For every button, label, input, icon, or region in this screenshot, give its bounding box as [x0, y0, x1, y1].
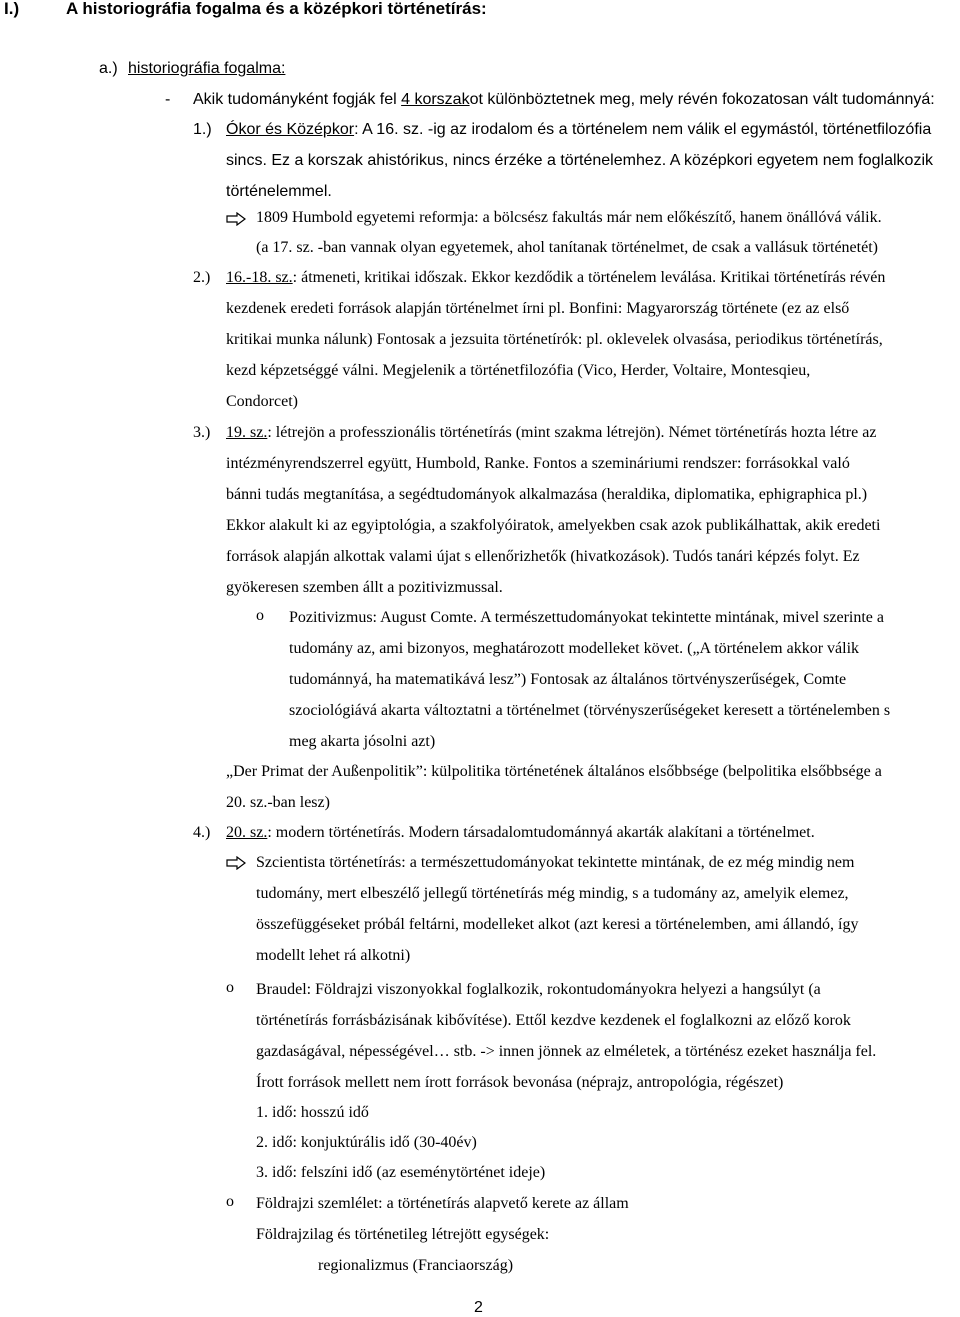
- p4-time-1: 1. idő: hosszú idő: [256, 1104, 369, 1121]
- p4-scientist-line-1: Szcientista történetírás: a természettudományokat tekintette mintának, de ez még mindig nem: [256, 854, 855, 871]
- page-title: A historiográfia fogalma és a középkori történetírás:: [66, 0, 487, 18]
- p2-line-4: kezd képzetséggé válni. Megjelenik a történetfilozófia (Vico, Herder, Voltaire, Montesqieu,: [226, 362, 811, 379]
- heading-number: I.): [4, 0, 20, 18]
- p4-geo-line-3: regionalizmus (Franciaország): [318, 1257, 514, 1274]
- p3-rest: : létrejön a professzionális történetírás (mint szakma létrejön). Német történetírás hozta létre az: [267, 424, 877, 441]
- p4-scientist-line-2: tudomány, mert elbeszélő jellegű történetírás még mindig, s a tudomány az, amelyik elemez,: [256, 885, 849, 902]
- p4-number: 4.): [193, 824, 211, 841]
- p2-line-2: kezdenek eredeti források alapján történelmet írni pl. Bonfini: Magyarország története (ez az első: [226, 300, 850, 317]
- p4-braudel-line-1: Braudel: Földrajzi viszonyokkal foglalkozik, rokontudományokra helyezi a hangsúlyt (a: [256, 981, 821, 998]
- p3-number: 3.): [193, 424, 211, 441]
- p3-line-5: források alapján alkottak valami újat s ellenőrizhetők (hivatkozások). Tudós tanári képzés folyt. Ez: [226, 548, 860, 565]
- p4-braudel-line-2: történetírás forrásbázisának kibővítése). Ettől kezdve kezdenek el foglalkozni az előző korok: [256, 1012, 851, 1029]
- dash-line: [193, 92, 935, 108]
- p3-bullet-line-5: meg akarta jósolni azt): [289, 733, 436, 750]
- p1-number: 1.): [193, 121, 212, 138]
- p3-bullet-line-3: tudománnyá, ha matematikává lesz”) Fontosak az általános törtvényszerűségek, Comte: [289, 671, 847, 688]
- p4-time-3: 3. idő: felszíni idő (az eseménytörténet ideje): [256, 1164, 546, 1181]
- p1-arrow-line-2: (a 17. sz. -ban vannak olyan egyetemek, ahol tanítanak történelmet, de csak a vallásuk történetét): [256, 239, 878, 256]
- p3-bullet-line-4: szociológiává akarta változtatni a történelmet (törvényszerűségeket keresett a történelemben s: [289, 702, 891, 719]
- p3-line-2: intézményrendszerrel együtt, Humbold, Ranke. Fontos a szemináriumi rendszer: forrásokkal való: [226, 455, 850, 472]
- p4-braudel-line-4: Írott források mellett nem írott források bevonása (néprajz, antropológia, régészet): [256, 1074, 784, 1091]
- p3-line-1: [226, 425, 876, 441]
- p4-rest: : modern történetírás. Modern társadalomtudománnyá akarták alakítani a történelmet.: [267, 824, 815, 841]
- p2-line-5: Condorcet): [226, 393, 298, 410]
- p3-bullet-line-1: Pozitivizmus: August Comte. A természettudományokat tekintette mintának, mivel szerinte a: [289, 609, 884, 626]
- p3-quote-line-2: 20. sz.-ban lesz): [226, 794, 330, 811]
- p3-line-6: gyökeresen szemben állt a pozitivizmussal.: [226, 579, 503, 596]
- p2-line-3: kritikai munka nálunk) Fontosak a jezsuita történetírók: pl. oklevelek olvasása, periodikus történetírás,: [226, 331, 883, 348]
- p2-number: 2.): [193, 269, 211, 286]
- section-a-prefix: a.): [99, 60, 118, 77]
- arrow-icon: [226, 856, 246, 870]
- p4-underlined: 20. sz.: [226, 824, 268, 841]
- p3-underlined: 19. sz.: [226, 424, 268, 441]
- p3-line-3: bánni tudás megtanítása, a segédtudományok alkalmazása (heraldika, diplomatika, ephigraphica pl.): [226, 486, 868, 503]
- arrow-icon: [226, 212, 246, 226]
- p2-underlined: 16.-18. sz.: [226, 269, 293, 286]
- p4-scientist-line-3: összefüggéseket próbál feltárni, modelleket alkot (azt keresi a történelemben, ami állandó, így: [256, 916, 859, 933]
- p1-line-1: [226, 122, 931, 138]
- p2-rest: : átmeneti, kritikai időszak. Ekkor kezdődik a történelem leválása. Kritikai történetírás révén: [292, 269, 886, 286]
- p4-scientist-line-4: modellt lehet rá alkotni): [256, 947, 411, 964]
- bullet-marker: o: [226, 1193, 234, 1210]
- page-number: 2: [474, 1299, 483, 1316]
- p4-time-2: 2. idő: konjuktúrális idő (30-40év): [256, 1134, 477, 1151]
- p1-underlined: Ókor és Középkor: [226, 121, 355, 138]
- p3-line-4: Ekkor alakult ki az egyiptológia, a szakfolyóiratok, amelyekben csak azok publikálhattak, akik eredeti: [226, 517, 881, 534]
- p1-line-3: történelemmel.: [226, 183, 332, 200]
- bullet-marker: o: [226, 979, 234, 996]
- p3-bullet-line-2: tudomány az, ami bizonyos, meghatározott modelleket követ. („A történelem akkor válik: [289, 640, 860, 657]
- dash-marker: -: [165, 91, 171, 108]
- dash-line-post: ot különböztetnek meg, mely révén fokozatosan vált tudománnyá:: [469, 91, 935, 108]
- p4-geo-line-2: Földrajzilag és történetileg létrejött egységek:: [256, 1226, 550, 1243]
- section-a-title: historiográfia fogalma:: [128, 60, 286, 77]
- p4-braudel-line-3: gazdaságával, népességével… stb. -> innen jönnek az elméletek, a történész ezeket használja fel.: [256, 1043, 877, 1060]
- p2-line-1: [226, 270, 885, 286]
- p4-line-1: [226, 825, 815, 841]
- p1-arrow-line-1: 1809 Humbold egyetemi reformja: a bölcsész fakultás már nem előkészítő, hanem önállóvá válik.: [256, 209, 882, 226]
- p3-quote-line-1: „Der Primat der Außenpolitik”: külpolitika történetének általános elsőbbsége (belpolitika elsőbbsége a: [226, 763, 882, 780]
- p4-geo-line-1: Földrajzi szemlélet: a történetírás alapvető kerete az állam: [256, 1195, 629, 1212]
- bullet-marker: o: [256, 607, 264, 624]
- dash-line-underlined: 4 korszak: [401, 91, 470, 108]
- dash-line-pre: Akik tudományként fogják fel: [193, 91, 402, 108]
- p1-rest: : A 16. sz. -ig az irodalom és a történelem nem válik el egymástól, történetfilozófia: [354, 121, 932, 138]
- p1-line-2: sincs. Ez a korszak ahistórikus, nincs érzéke a történelemhez. A középkori egyetem nem foglalkozik: [226, 152, 933, 169]
